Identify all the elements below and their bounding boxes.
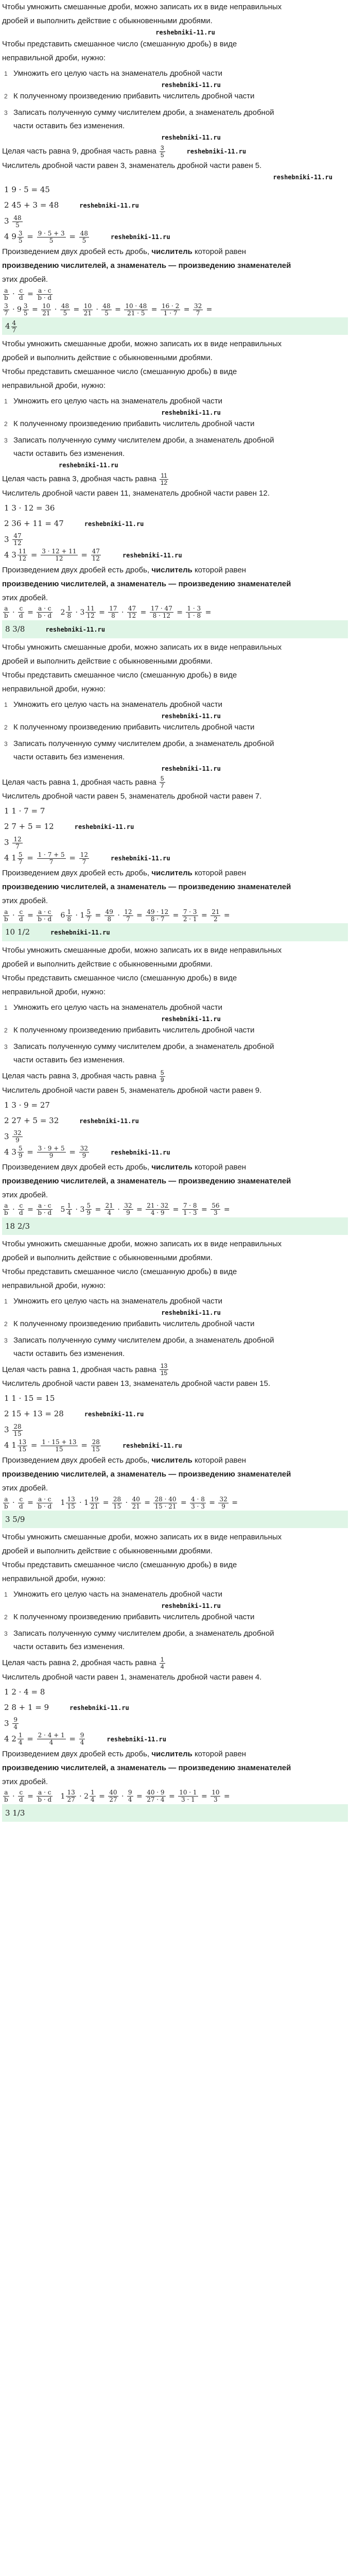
watermark: reshebniki-11.ru (161, 1015, 221, 1023)
intro-text: Чтобы умножить смешанные дроби, можно записать их в виде неправильных (2, 1533, 282, 1542)
answer: 3 5/9 (2, 1511, 348, 1528)
intro-text: Чтобы представить смешанное число (смешанную дробь) в виде (2, 670, 237, 680)
steps-list (2, 67, 348, 142)
product-rule: Произведением двух дробей есть дробь, числитель которой равен (2, 869, 247, 878)
num-text: Числитель дробной части равен 13, знаменатель дробной части равен 15. (2, 1379, 271, 1388)
watermark: reshebniki-11.ru (161, 1602, 221, 1610)
section-2 (2, 337, 348, 638)
calc-lines: 1 9 · 5 = 45 2 45 + 3 = 48 reshebniki-11.ru 3 $\frac{48}{5}$ 4 9 $\frac{3}{5}$ = $\frac{9 \cdot 5 + 3}{5}$ = $\frac{48}{5}$ reshebniki-11.ru (4, 185, 170, 244)
num-text: Числитель дробной части равен 11, знаменатель дробной части равен 12. (2, 488, 270, 498)
product-rule: Произведением двух дробей есть дробь, числитель которой равен (2, 1749, 247, 1758)
intro-text: дробей и выполнить действие с обыкновенными дробями. (2, 16, 213, 25)
step-item: 3 Записать полученную сумму числителем дроби, а знаменатель дробной части оставить без изменения. reshebniki-11.ru (2, 106, 348, 142)
int-part-text: Целая часть равна 1, дробная часть равна $\frac{5}{7}$ (2, 775, 164, 790)
product-rule: этих дробей. (2, 275, 48, 284)
answer: 3 1/3 (2, 1804, 348, 1822)
product-rule: произведению числителей, а знаменатель — произведению знаменателей (2, 1763, 291, 1772)
intro-text: дробей и выполнить действие с обыкновенными дробями. (2, 1253, 213, 1262)
intro-text: неправильной дроби, нужно: (2, 1281, 106, 1290)
step-item: 2 К полученному произведению прибавить числитель дробной части (4, 1026, 255, 1035)
intro-text: дробей и выполнить действие с обыкновенными дробями. (2, 1547, 213, 1556)
steps-list (2, 395, 348, 470)
step-item: 3 Записать полученную сумму числителем дроби, а знаменатель дробной части оставить без изменения. reshebniki-11.ru (2, 737, 348, 773)
step-item: 1 Умножить его целую часть на знаменатель дробной части reshebniki-11.ru (2, 395, 348, 417)
watermark: reshebniki-11.ru (161, 765, 221, 772)
step-item: 3 Записать полученную сумму числителем дроби, а знаменатель дробной части оставить без изменения. reshebniki-11.ru (2, 434, 348, 470)
steps-list (2, 1588, 348, 1654)
watermark: reshebniki-11.ru (59, 462, 118, 469)
step-item: 1 Умножить его целую часть на знаменатель дробной части reshebniki-11.ru (2, 1001, 348, 1024)
step-item: 1 Умножить его целую часть на знаменатель дробной части reshebniki-11.ru (2, 67, 348, 90)
intro-text: Чтобы представить смешанное число (смешанную дробь) в виде (2, 1267, 237, 1276)
step-item: 1 Умножить его целую часть на знаменатель дробной части reshebniki-11.ru (2, 1295, 348, 1317)
intro-text: Чтобы представить смешанное число (смешанную дробь) в виде (2, 40, 237, 48)
step-item: 1 Умножить его целую часть на знаменатель дробной части reshebniki-11.ru (2, 1588, 348, 1611)
step-item: 1 Умножить его целую часть на знаменатель дробной части reshebniki-11.ru (2, 698, 348, 721)
intro-text: неправильной дроби, нужно: (2, 988, 106, 997)
int-part-text: Целая часть равна 3, дробная часть равна $\frac{11}{12}$ (2, 471, 168, 486)
watermark: reshebniki-11.ru (273, 174, 332, 181)
product-rule: этих дробей. (2, 1484, 48, 1493)
product-formula: $\frac{a}{b}$ · $\frac{c}{d}$ = $\frac{a \cdot c}{b \cdot d}$ (4, 286, 52, 301)
num-text: Числитель дробной части равен 5, знаменатель дробной части равен 9. (2, 1086, 262, 1095)
int-part-text: Целая часть равна 2, дробная часть равна $\frac{1}{4}$ (2, 1655, 164, 1670)
section-1 (2, 0, 348, 335)
section-6 (2, 1530, 348, 1822)
intro-text: неправильной дроби, нужно: (2, 381, 106, 390)
product-rule: произведению числителей, а знаменатель — произведению знаменателей (2, 1470, 291, 1479)
answer: 10 1/2 reshebniki-11.ru (2, 923, 348, 941)
product-rule: произведению числителей, а знаменатель — произведению знаменателей (2, 261, 291, 270)
watermark: reshebniki-11.ru (161, 81, 221, 89)
int-part-text: Целая часть равна 9, дробная часть равна $\frac{3}{5}$ reshebniki-11.ru (2, 144, 247, 159)
intro-text: Чтобы умножить смешанные дроби, можно записать их в виде неправильных (2, 946, 282, 955)
step-item: 2 К полученному произведению прибавить числитель дробной части (4, 1319, 255, 1328)
step-item: 3 Записать полученную сумму числителем дроби, а знаменатель дробной части оставить без изменения. (4, 1042, 274, 1065)
calc-lines: 1 2 · 4 = 8 2 8 + 1 = 9 reshebniki-11.ru 3 $\frac{9}{4}$ 4 2 $\frac{1}{4}$ = $\frac{2 \cdot 4 + 1}{4}$ = $\frac{9}{4}$ reshebniki-11.ru (4, 1687, 166, 1747)
num-text: Числитель дробной части равен 3, знаменатель дробной части равен 5. (2, 161, 262, 170)
section-3 (2, 640, 348, 942)
intro-text: дробей и выполнить действие с обыкновенными дробями. (2, 353, 213, 362)
intro-text: Чтобы умножить смешанные дроби, можно записать их в виде неправильных (2, 1239, 282, 1248)
intro-text: Чтобы умножить смешанные дроби, можно записать их в виде неправильных (2, 642, 282, 652)
product-calc: $\frac{a}{b}$ · $\frac{c}{d}$ = $\frac{a \cdot c}{b \cdot d}$ 1 $\frac{13}{15}$ · 1 $\frac{19}{21}$ = $\frac{28}{15}$ · $\frac{40}{21}$ = $\frac{28 \cdot 40}{15 \cdot 21}$ = $\frac{4 \cdot 8}{3 \cdot 3}$ = $\frac{32}{9}$ = (4, 1495, 238, 1510)
step-item: 2 К полученному произведению прибавить числитель дробной части (4, 722, 255, 732)
product-calc: $\frac{a}{b}$ · $\frac{c}{d}$ = $\frac{a \cdot c}{b \cdot d}$ 2 $\frac{1}{8}$ · 3 $\frac{11}{12}$ = $\frac{17}{8}$ · $\frac{47}{12}$ = $\frac{17 \cdot 47}{8 \cdot 12}$ = $\frac{1 \cdot 3}{1 \cdot 8}$ = (4, 605, 212, 620)
calc-lines: 1 3 · 12 = 36 2 36 + 11 = 47 reshebniki-11.ru 3 $\frac{47}{12}$ 4 3 $\frac{11}{12}$ = $\frac{3 \cdot 12 + 11}{12}$ = $\frac{47}{12}$ reshebniki-11.ru (4, 503, 182, 563)
intro-text: Чтобы умножить смешанные дроби, можно записать их в виде неправильных (2, 3, 282, 11)
intro-text: неправильной дроби, нужно: (2, 684, 106, 693)
product-rule: этих дробей. (2, 593, 48, 602)
int-part-text: Целая часть равна 3, дробная часть равна $\frac{5}{9}$ (2, 1069, 164, 1083)
product-calc: $\frac{a}{b}$ · $\frac{c}{d}$ = $\frac{a \cdot c}{b \cdot d}$ 1 $\frac{13}{27}$ · 2 $\frac{1}{4}$ = $\frac{40}{27}$ · $\frac{9}{4}$ = $\frac{40 \cdot 9}{27 \cdot 4}$ = $\frac{10 \cdot 1}{3 \cdot 1}$ = $\frac{10}{3}$ = (4, 1789, 230, 1804)
answer: 4 $\frac{4}{7}$ (2, 317, 348, 335)
product-rule: произведению числителей, а знаменатель — произведению знаменателей (2, 579, 291, 588)
product-rule: произведению числителей, а знаменатель — произведению знаменателей (2, 883, 291, 892)
intro-text: неправильной дроби, нужно: (2, 54, 106, 62)
watermark: reshebniki-11.ru (161, 134, 221, 141)
product-rule: Произведением двух дробей есть дробь, числитель которой равен (2, 247, 247, 256)
product-rule: этих дробей. (2, 1777, 48, 1786)
product-calc: $\frac{a}{b}$ · $\frac{c}{d}$ = $\frac{a \cdot c}{b \cdot d}$ 6 $\frac{1}{8}$ · 1 $\frac{5}{7}$ = $\frac{49}{8}$ · $\frac{12}{7}$ = $\frac{49 \cdot 12}{8 \cdot 7}$ = $\frac{7 \cdot 3}{2 \cdot 1}$ = $\frac{21}{2}$ = (4, 908, 230, 923)
steps-list (2, 1001, 348, 1067)
step-item: 2 К полученному произведению прибавить числитель дробной части (4, 1613, 255, 1622)
watermark: reshebniki-11.ru (155, 29, 215, 36)
step-item: 3 Записать полученную сумму числителем дроби, а знаменатель дробной части оставить без изменения. (4, 1629, 274, 1652)
watermark: reshebniki-11.ru (161, 1309, 221, 1316)
step-item: 3 Записать полученную сумму числителем дроби, а знаменатель дробной части оставить без изменения. (4, 1335, 274, 1358)
answer: 8 3/8 reshebniki-11.ru (2, 620, 348, 638)
intro-text: неправильной дроби, нужно: (2, 1574, 106, 1584)
intro-text: Чтобы умножить смешанные дроби, можно записать их в виде неправильных (2, 340, 282, 348)
int-part-text: Целая часть равна 1, дробная часть равна $\frac{13}{15}$ (2, 1362, 168, 1377)
intro-text: Чтобы представить смешанное число (смешанную дробь) в виде (2, 367, 237, 376)
step-item: 2 К полученному произведению прибавить числитель дробной части (4, 419, 255, 428)
product-rule: Произведением двух дробей есть дробь, числитель которой равен (2, 1162, 247, 1172)
product-rule: Произведением двух дробей есть дробь, числитель которой равен (2, 1456, 247, 1465)
intro-text: дробей и выполнить действие с обыкновенными дробями. (2, 656, 213, 666)
intro-text: Чтобы представить смешанное число (смешанную дробь) в виде (2, 1561, 237, 1570)
product-rule: Произведением двух дробей есть дробь, числитель которой равен (2, 565, 247, 574)
intro-text: дробей и выполнить действие с обыкновенными дробями. (2, 960, 213, 969)
intro-text: Чтобы представить смешанное число (смешанную дробь) в виде (2, 974, 237, 983)
num-text: Числитель дробной части равен 1, знаменатель дробной части равен 4. (2, 1672, 262, 1682)
product-calc: $\frac{a}{b}$ · $\frac{c}{d}$ = $\frac{a \cdot c}{b \cdot d}$ 5 $\frac{1}{4}$ · 3 $\frac{5}{9}$ = $\frac{21}{4}$ · $\frac{32}{9}$ = $\frac{21 \cdot 32}{4 \cdot 9}$ = $\frac{7 \cdot 8}{1 \cdot 3}$ = $\frac{56}{3}$ = (4, 1202, 230, 1217)
calc-lines: 1 1 · 7 = 7 2 7 + 5 = 12 reshebniki-11.ru 3 $\frac{12}{7}$ 4 1 $\frac{5}{7}$ = $\frac{1 \cdot 7 + 5}{7}$ = $\frac{12}{7}$ reshebniki-11.ru (4, 806, 170, 866)
calc-lines: 1 3 · 9 = 27 2 27 + 5 = 32 reshebniki-11.ru 3 $\frac{32}{9}$ 4 3 $\frac{5}{9}$ = $\frac{3 \cdot 9 + 5}{9}$ = $\frac{32}{9}$ reshebniki-11.ru (4, 1100, 170, 1160)
answer: 18 2/3 (2, 1217, 348, 1235)
steps-list (2, 1295, 348, 1361)
section-5 (2, 1237, 348, 1529)
step-item: 2 К полученному произведению прибавить числитель дробной части (4, 92, 255, 100)
watermark: reshebniki-11.ru (161, 712, 221, 720)
section-4 (2, 943, 348, 1235)
steps-list (2, 698, 348, 773)
num-text: Числитель дробной части равен 5, знаменатель дробной части равен 7. (2, 792, 262, 801)
product-rule: этих дробей. (2, 1190, 48, 1199)
product-rule: произведению числителей, а знаменатель — произведению знаменателей (2, 1176, 291, 1185)
calc-lines: 1 1 · 15 = 15 2 15 + 13 = 28 reshebniki-11.ru 3 $\frac{28}{15}$ 4 1 $\frac{13}{15}$ = $\frac{1 \cdot 15 + 13}{15}$ = $\frac{28}{15}$ reshebniki-11.ru (4, 1394, 182, 1453)
product-calc: $\frac{3}{7}$ · 9 $\frac{3}{5}$ = $\frac{10}{21}$ · $\frac{48}{5}$ = $\frac{10}{21}$ · $\frac{48}{5}$ = $\frac{10 \cdot 48}{21 \cdot 5}$ = $\frac{16 \cdot 2}{1 \cdot 7}$ = $\frac{32}{7}$ = (4, 302, 213, 317)
watermark: reshebniki-11.ru (161, 409, 221, 416)
product-rule: этих дробей. (2, 896, 48, 906)
